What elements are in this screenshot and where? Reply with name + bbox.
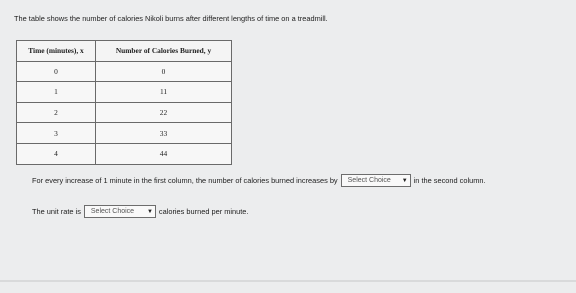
cell-time: 3 [17,123,96,144]
cell-calories: 11 [96,82,232,103]
cell-time: 1 [17,82,96,103]
header-time: Time (minutes), x [17,41,96,62]
header-calories: Number of Calories Burned, y [96,41,232,62]
cell-time: 0 [17,61,96,82]
question-unit-rate [32,205,248,218]
cell-calories: 0 [96,61,232,82]
table-row [17,143,232,164]
table-header-row [17,41,232,62]
question-unit-rate-text-before: The unit rate is [32,207,81,216]
question-increase [32,174,486,187]
cell-time: 2 [17,102,96,123]
question-unit-rate-text-after: calories burned per minute. [158,207,249,216]
chevron-down-icon: ▼ [401,177,408,184]
table-row [17,82,232,103]
increase-select-label: Select Choice [347,177,391,184]
prompt-text: The table shows the number of calories Nikoli burns after different lengths of time on a treadmill. [14,14,328,23]
cell-time: 4 [17,143,96,164]
calories-table [16,40,232,165]
cell-calories: 33 [96,123,232,144]
question-increase-text-after: in the second column. [413,176,486,185]
table-row [17,61,232,82]
unit-rate-select[interactable] [84,205,156,218]
cell-calories: 22 [96,102,232,123]
increase-select[interactable] [341,174,411,187]
table-row [17,123,232,144]
divider [0,280,576,282]
cell-calories: 44 [96,143,232,164]
table-row [17,102,232,123]
unit-rate-select-label: Select Choice [90,208,135,215]
question-increase-text-before: For every increase of 1 minute in the first column, the number of calories burned increases by [32,176,338,185]
chevron-down-icon: ▼ [146,208,153,215]
